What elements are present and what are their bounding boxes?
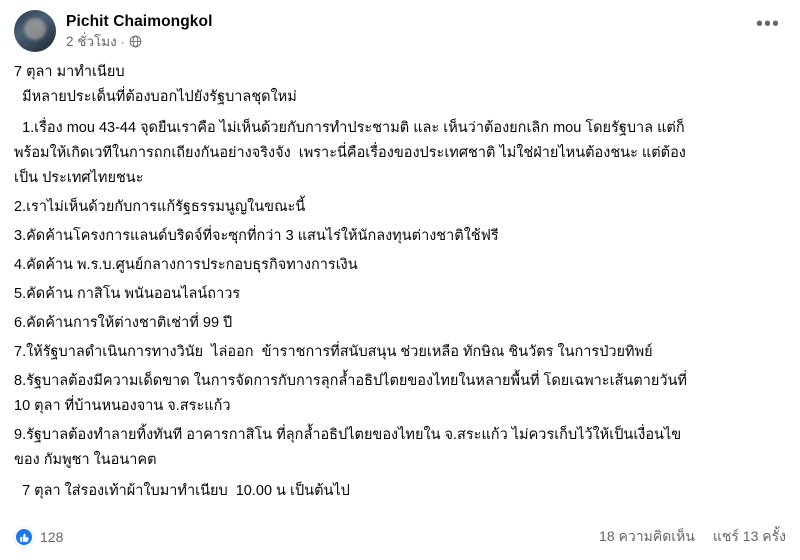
post-footer — [0, 520, 800, 560]
share-count[interactable]: แชร์ 13 ครั้ง — [712, 528, 786, 544]
post-line: 6.คัดค้านการให้ต่างชาติเช่าที่ 99 ปี — [14, 315, 233, 331]
like-icon — [14, 527, 34, 547]
post-line: มีหลายประเด็นที่ต้องบอกไปยังรัฐบาลชุดใหม่ — [14, 89, 297, 105]
post-line: 1.เรื่อง mou 43-44 จุดยืนเราคือ ไม่เห็นด้วยกับการทำประชามติ และ เห็นว่าต้องยกเลิก mou โดยรัฐบาล แต่ก็ — [14, 120, 685, 136]
post-line: 7 ตุลา ใส่รองเท้าผ้าใบมาทำเนียบ 10.00 น เป็นต้นไป — [14, 483, 350, 499]
post-line: 3.คัดค้านโครงการแลนด์บริดจ์ที่จะซุกที่กว่า 3 แสนไร่ให้นักลงทุนต่างชาติใช้ฟรี — [14, 228, 499, 244]
post-line: 4.คัดค้าน พ.ร.บ.ศูนย์กลางการประกอบธุรกิจทางการเงิน — [14, 257, 358, 273]
post-header — [0, 0, 800, 56]
post-line: 5.คัดค้าน กาสิโน พนันออนไลน์ถาวร — [14, 286, 241, 302]
post-line: 10 ตุลา ที่บ้านหนองจาน จ.สระแก้ว — [14, 398, 231, 414]
post-body — [0, 56, 800, 520]
post-meta — [66, 33, 212, 51]
post-header-text — [66, 10, 212, 52]
post-line: 2.เราไม่เห็นด้วยกับการแก้รัฐธรรมนูญในขณะนี้ — [14, 199, 306, 215]
avatar[interactable] — [14, 10, 56, 52]
post-line: พร้อมให้เกิดเวทีในการถกเถียงกันอย่างจริงจัง เพราะนี่คือเรื่องของประเทศชาติ ไม่ใช่ฝ่ายไหนต้องชนะ แต่ต้อง — [14, 145, 686, 161]
reactions-summary[interactable] — [14, 527, 63, 547]
comment-count[interactable]: 18 ความคิดเห็น — [599, 528, 695, 544]
post-line: 9.รัฐบาลต้องทำลายทิ้งทันที อาคารกาสิโน ที่ลุกล้ำอธิปไตยของไทยใน จ.สระแก้ว ไม่ควรเก็บไว้ให้เป็นเงื่อนไข — [14, 427, 682, 443]
reaction-count: 128 — [40, 529, 64, 545]
post-line: 7.ให้รัฐบาลดำเนินการทางวินัย ไล่ออก ข้าราชการที่สนับสนุน ช่วยเหลือ ทักษิณ ชินวัตร ในการป่วยทิพย์ — [14, 344, 653, 360]
meta-separator: · — [120, 34, 125, 49]
post-line: ของ กัมพูชา ในอนาคต — [14, 452, 157, 468]
author-name[interactable]: Pichit Chaimongkol — [66, 12, 213, 30]
post-line: เป็น ประเทศไทยชนะ — [14, 170, 144, 186]
post-line: 7 ตุลา มาทำเนียบ — [14, 64, 125, 80]
post-line: 8.รัฐบาลต้องมีความเด็ดขาด ในการจัดการกับการลุกล้ำอธิปไตยของไทยในหลายพื้นที่ โดยเฉพาะเส้นตายวันที่ — [14, 373, 687, 389]
more-options-icon[interactable]: ••• — [755, 13, 780, 35]
globe-icon[interactable] — [129, 35, 142, 48]
footer-counts — [599, 526, 786, 548]
post-timestamp[interactable]: 2 ชั่วโมง — [66, 33, 117, 49]
